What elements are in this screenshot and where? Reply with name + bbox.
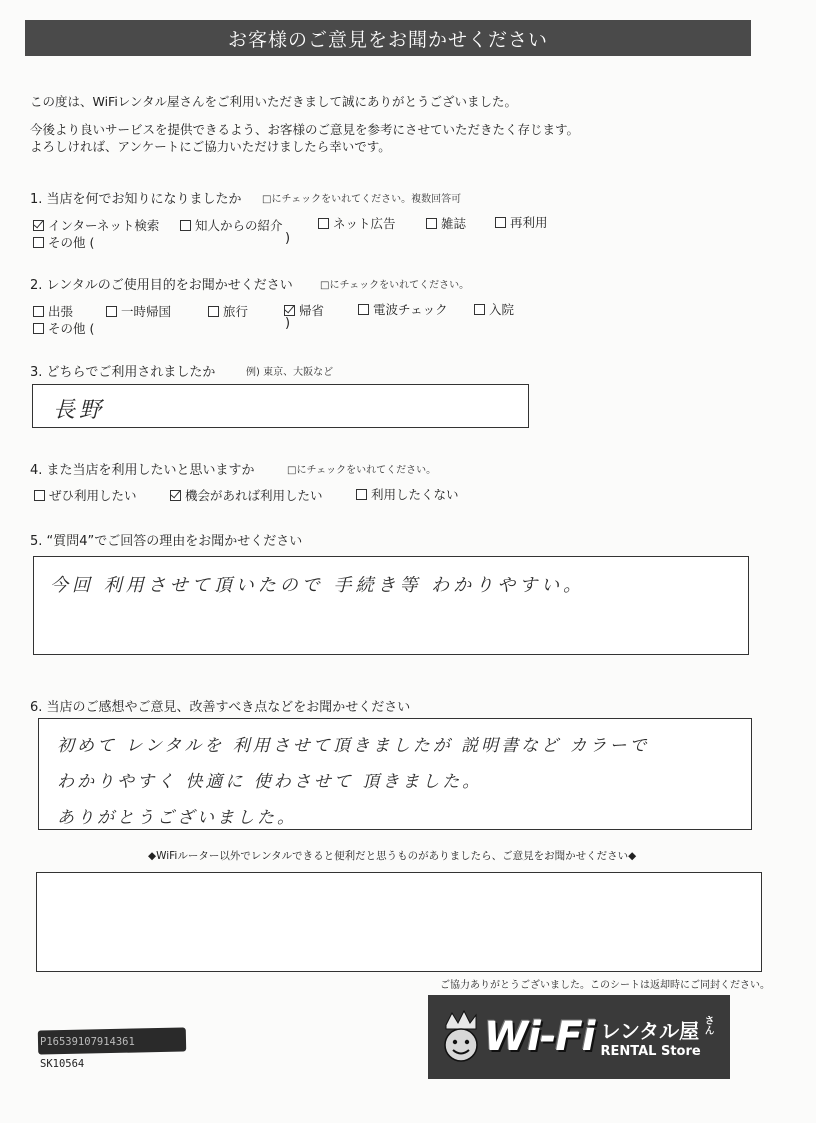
intro-line-2: 今後より良いサービスを提供できるよう、お客様のご意見を参考にさせていただきたく存じます。 [30, 122, 580, 137]
checkbox[interactable] [180, 220, 191, 231]
logo-san-text: さん [702, 1015, 714, 1035]
q2-option-temp-return[interactable]: 一時帰国 [106, 302, 171, 320]
q5-answer-text: 今回 利用させて頂いたので 手続き等 わかりやすい。 [50, 575, 586, 596]
wifi-rental-logo [428, 995, 730, 1079]
q4-option-if-chance[interactable]: 機会があれば利用したい [170, 486, 323, 504]
q1-option-net-ad[interactable]: ネット広告 [318, 214, 396, 232]
q5-answer-box[interactable] [33, 556, 749, 655]
q3-example: 例) 東京、大阪など [246, 367, 334, 378]
q7-answer-box[interactable] [36, 872, 762, 972]
q6-title: 6. 当店のご感想やご意見、改善すべき点などをお聞かせください [30, 700, 411, 715]
logo-en-text: RENTAL Store [600, 1044, 701, 1059]
checkbox[interactable] [358, 304, 369, 315]
q4-option-definitely[interactable]: ぜひ利用したい [34, 486, 137, 504]
checkbox[interactable] [34, 490, 45, 501]
serial-code: P16539107914361 [40, 1036, 135, 1048]
footer-thanks: ご協力ありがとうございました。このシートは返却時にご同封ください。 [440, 980, 770, 991]
checkbox[interactable] [318, 218, 329, 229]
q6-answer-line-3: ありがとうございました。 [57, 808, 297, 828]
q3-answer-box[interactable] [32, 384, 529, 428]
q2-option-travel[interactable]: 旅行 [208, 302, 248, 320]
q3-answer-text: 長野 [53, 398, 106, 423]
q1-option-magazine[interactable]: 雑誌 [426, 214, 466, 232]
q4-note: □にチェックをいれてください。 [287, 465, 437, 476]
q5-title: 5. “質問4”でご回答の理由をお聞かせください [30, 534, 303, 549]
store-code: SK10564 [40, 1058, 85, 1070]
checkbox[interactable] [426, 218, 437, 229]
q1-note: □にチェックをいれてください。複数回答可 [262, 194, 462, 205]
checkbox[interactable] [106, 306, 117, 317]
q4-option-no[interactable]: 利用したくない [356, 485, 459, 503]
q1-option-referral[interactable]: 知人からの紹介 [180, 216, 283, 234]
checkbox[interactable] [474, 304, 485, 315]
q3-title: 3. どちらでご利用されましたか [30, 365, 216, 380]
checkbox[interactable] [33, 323, 44, 334]
q1-option-other[interactable]: その他 ( [33, 233, 94, 251]
checkbox[interactable] [170, 490, 181, 501]
q4-title: 4. また当店を利用したいと思いますか [30, 463, 255, 478]
q2-option-other[interactable]: その他 ( [33, 319, 94, 337]
mascot-icon [436, 1007, 484, 1067]
q2-option-signal-check[interactable]: 電波チェック [358, 300, 448, 318]
q2-note: □にチェックをいれてください。 [320, 280, 470, 291]
checkbox[interactable] [495, 217, 506, 228]
q6-answer-line-2: わかりやすく 快適に 使わさせて 頂きました。 [57, 772, 483, 792]
q7-title: ◆WiFiルーター以外でレンタルできると便利だと思うものがありましたら、ご意見をお聞かせください◆ [148, 850, 637, 862]
logo-wifi-text: Wi-Fi [484, 1014, 595, 1060]
checkbox[interactable] [356, 489, 367, 500]
q2-other-close: ) [285, 316, 291, 331]
q6-answer-box[interactable] [38, 718, 752, 830]
checkbox[interactable] [33, 237, 44, 248]
intro-line-3: よろしければ、アンケートにご協力いただけましたら幸いです。 [30, 139, 391, 154]
q6-answer-line-1: 初めて レンタルを 利用させて頂きましたが 説明書など カラーで [57, 736, 650, 756]
checkbox[interactable] [33, 306, 44, 317]
logo-jp-text: レンタル屋 [600, 1019, 700, 1043]
checkbox[interactable] [33, 220, 44, 231]
q1-other-close: ) [285, 231, 291, 246]
form-title: お客様のご意見をお聞かせください [25, 20, 751, 56]
q1-option-reuse[interactable]: 再利用 [495, 213, 548, 231]
q2-title: 2. レンタルのご使用目的をお聞かせください [30, 278, 293, 293]
checkbox[interactable] [208, 306, 219, 317]
checkbox[interactable] [284, 305, 295, 316]
q1-title: 1. 当店を何でお知りになりましたか [30, 192, 242, 207]
q2-option-hospital[interactable]: 入院 [474, 300, 514, 318]
q2-option-homecoming[interactable]: 帰省 [284, 301, 324, 319]
q1-option-internet[interactable]: インターネット検索 [33, 216, 159, 234]
q2-option-business[interactable]: 出張 [33, 302, 73, 320]
intro-line-1: この度は、WiFiレンタル屋さんをご利用いただきまして誠にありがとうございました。 [30, 94, 518, 109]
